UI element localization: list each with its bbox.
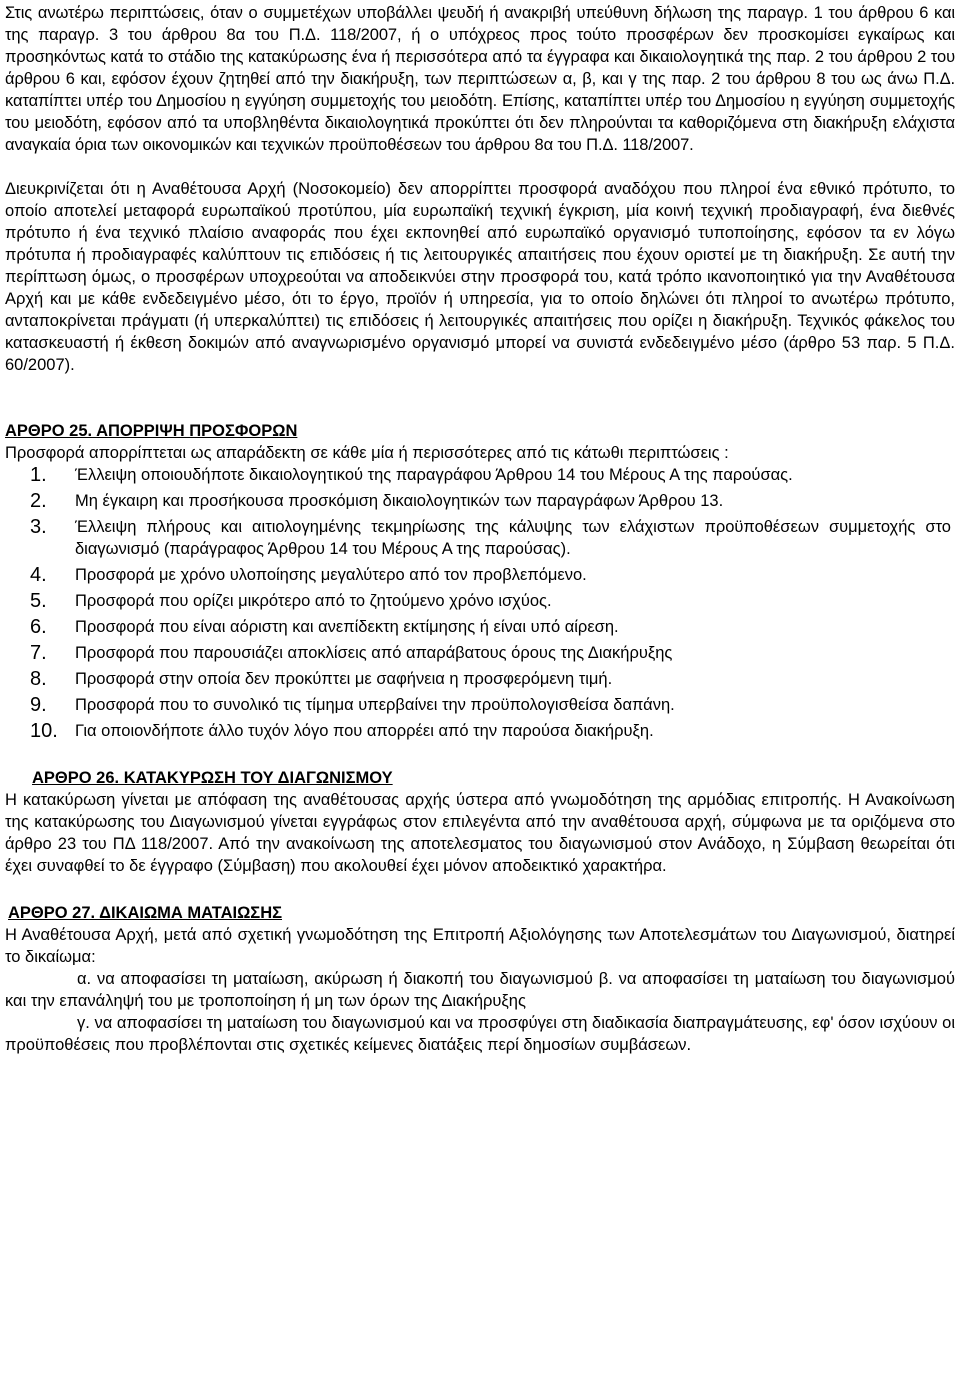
list-item-number: 1. [30, 464, 47, 486]
article-25-intro: Προσφορά απορρίπτεται ως απαράδεκτη σε κάθε μία ή περισσότερες από τις κάτωθι περιπτώσεις : [5, 444, 729, 462]
list-item [5, 564, 955, 586]
list-item [5, 464, 955, 486]
list-item-number: 3. [30, 516, 47, 538]
article-27 [5, 902, 955, 1056]
article-26-title: ΑΡΘΡΟ 26. ΚΑΤΑΚΥΡΩΣΗ ΤΟΥ ΔΙΑΓΩΝΙΣΜΟΥ [32, 769, 393, 787]
article-27-intro: Η Αναθέτουσα Αρχή, μετά από σχετική γνωμοδότηση της Επιτροπή Αξιολόγησης των Αποτελεσμάτων του Διαγωνισμού, διατηρεί το δικαίωμα: [5, 926, 955, 966]
article-27-option-ab: α. να αποφασίσει τη ματαίωση, ακύρωση ή διακοπή του διαγωνισμού β. να αποφασίσει τη ματαίωση του διαγωνισμού και την επανάληψή του με τροποποίηση ή μη των όρων της Διακήρυξης [5, 970, 955, 1010]
article-25 [5, 420, 955, 742]
list-item [5, 516, 955, 560]
paragraph-false-declaration: Στις ανωτέρω περιπτώσεις, όταν ο συμμετέχων υποβάλλει ψευδή ή ανακριβή υπεύθυνη δήλωση της παραγρ. 1 του άρθρου 6 και της παραγρ. 3 του άρθρου 8α του Π.Δ. 118/2007, ή ο υπόχρεος προς τούτο προσφέρων δεν προσκομίσει εγκαίρως και προσηκόντως κατά το στάδιο της κατακύρωσης ένα ή περισσότερα από τα έγγραφα και δικαιολογητικά της παρ. 2 του άρθρου 2 του άρθρου 6 και, εφόσον έχουν ζητηθεί από την διακήρυξη, των περιπτώσεων α, β, και γ της παρ. 2 του άρθρου 8 του ως άνω Π.Δ. καταπίπτει υπέρ του Δημοσίου η εγγύηση συμμετοχής του μειοδότη. Επίσης, καταπίπτει υπέρ του Δημοσίου η εγγύηση συμμετοχής του μειοδότη, εφόσον από τα υποβληθέντα δικαιολογητικά προκύπτει ότι δεν πληρούνται τα καθοριζόμενα στη διακήρυξη ελάχιστα αναγκαία όρια των οικονομικών και τεχνικών προϋποθέσεων του άρθρου 8α του Π.Δ. 118/2007. [5, 4, 955, 154]
article-25-title: ΑΡΘΡΟ 25. ΑΠΟΡΡΙΨΗ ΠΡΟΣΦΟΡΩΝ [5, 422, 298, 440]
list-item-text: Προσφορά που το συνολικό τις τίμημα υπερβαίνει την προϋπολογισθείσα δαπάνη. [75, 696, 675, 714]
list-item-number: 2. [30, 490, 47, 512]
article-27-title: ΑΡΘΡΟ 27. ΔΙΚΑΙΩΜΑ ΜΑΤΑΙΩΣΗΣ [8, 904, 283, 922]
list-item-text: Μη έγκαιρη και προσήκουσα προσκόμιση δικαιολογητικών των παραγράφων Άρθρου 13. [75, 492, 724, 510]
list-item-text: Προσφορά που παρουσιάζει αποκλίσεις από απαράβατους όρους της Διακήρυξης [75, 644, 673, 662]
list-item-text: Προσφορά με χρόνο υλοποίησης μεγαλύτερο από τον προβλεπόμενο. [75, 566, 587, 584]
list-item [5, 668, 955, 690]
list-item-text: Προσφορά στην οποία δεν προκύπτει με σαφήνεια η προσφερόμενη τιμή. [75, 670, 613, 688]
list-item-number: 6. [30, 616, 47, 638]
list-item [5, 616, 955, 638]
list-item-number: 4. [30, 564, 47, 586]
list-item [5, 590, 955, 612]
rejection-list [5, 464, 955, 742]
list-item-number: 9. [30, 694, 47, 716]
list-item-text: Για οποιονδήποτε άλλο τυχόν λόγο που απορρέει από την παρούσα διακήρυξη. [75, 722, 654, 740]
list-item [5, 720, 955, 742]
paragraph-standards-clarification: Διευκρινίζεται ότι η Αναθέτουσα Αρχή (Νοσοκομείο) δεν απορρίπτει προσφορά αναδόχου που πληροί ένα εθνικό πρότυπο, το οποίο αποτελεί μεταφορά ευρωπαϊκού προτύπου, μία ευρωπαϊκή τεχνική έγκριση, μία κοινή τεχνική προδιαγραφή, ένα διεθνές πρότυπο ή ένα τεχνικό πλαίσιο αναφοράς που έχει εκπονηθεί από ευρωπαϊκό οργανισμό τυποποίησης, εφόσον τα εν λόγω πρότυπα ή προδιαγραφές καλύπτουν τις επιδόσεις ή τις λειτουργικές απαιτήσεις που έχουν οριστεί με τη διακήρυξη. Σε αυτή την περίπτωση όμως, ο προσφέρων υποχρεούται να αποδεικνύει στην προσφορά του, κατά τρόπο ικανοποιητικό για την Αναθέτουσα Αρχή και με κάθε ενδεδειγμένο μέσο, ότι το έργο, προϊόν ή υπηρεσία, για το οποίο δηλώνει ότι πληροί το ανωτέρω πρότυπο, ανταποκρίνεται πράγματι (ή υπερκαλύπτει) τις επιδόσεις ή λειτουργικές απαιτήσεις που ορίζει η διακήρυξη. Τεχνικός φάκελος του κατασκευαστή ή έκθεση δοκιμών από αναγνωρισμένο οργανισμό μπορεί να συνιστά ενδεδειγμένο μέσο (άρθρο 53 παρ. 5 Π.Δ. 60/2007). [5, 180, 955, 374]
list-item [5, 694, 955, 716]
list-item-number: 7. [30, 642, 47, 664]
article-26 [5, 767, 955, 877]
list-item-number: 10. [30, 720, 58, 742]
list-item [5, 642, 955, 664]
list-item-number: 8. [30, 668, 47, 690]
list-item-number: 5. [30, 590, 47, 612]
article-26-body: Η κατακύρωση γίνεται με απόφαση της αναθέτουσας αρχής ύστερα από γνωμοδότηση της αρμόδιας επιτροπής. Η Ανακοίνωση της κατακύρωσης του Διαγωνισμού γίνεται εγγράφως στον επιλεγέντα από την αναθέτουσα αρχή, σύμφωνα με τα οριζόμενα στο άρθρο 23 του ΠΔ 118/2007. Από την ανακοίνωση της αποτελεσματος του διαγωνισμού στον Ανάδοχο, η Σύμβαση θεωρείται ότι έχει συναφθεί το δε έγγραφο (Σύμβαση) που ακολουθεί έχει μόνον αποδεικτικό χαρακτήρα. [5, 791, 955, 875]
list-item-text: Προσφορά που ορίζει μικρότερο από το ζητούμενο χρόνο ισχύος. [75, 592, 552, 610]
list-item-text: Προσφορά που είναι αόριστη και ανεπίδεκτη εκτίμησης ή είναι υπό αίρεση. [75, 618, 619, 636]
list-item-text: Έλλειψη πλήρους και αιτιολογημένης τεκμηρίωσης της κάλυψης των ελάχιστων προϋποθέσεων συμμετοχής στο διαγωνισμό (παράγραφος Άρθρου 14 του Μέρους Α της παρούσας). [75, 518, 951, 558]
article-27-option-c: γ. να αποφασίσει τη ματαίωση του διαγωνισμού και να προσφύγει στη διαδικασία διαπραγμάτευσης, εφ' όσον ισχύουν οι προϋποθέσεις που προβλέπονται στις σχετικές κείμενες διατάξεις περί δημοσίων συμβάσεων. [5, 1014, 955, 1054]
list-item [5, 490, 955, 512]
list-item-text: Έλλειψη οποιουδήποτε δικαιολογητικού της παραγράφου Άρθρου 14 του Μέρους Α της παρούσας. [75, 466, 793, 484]
